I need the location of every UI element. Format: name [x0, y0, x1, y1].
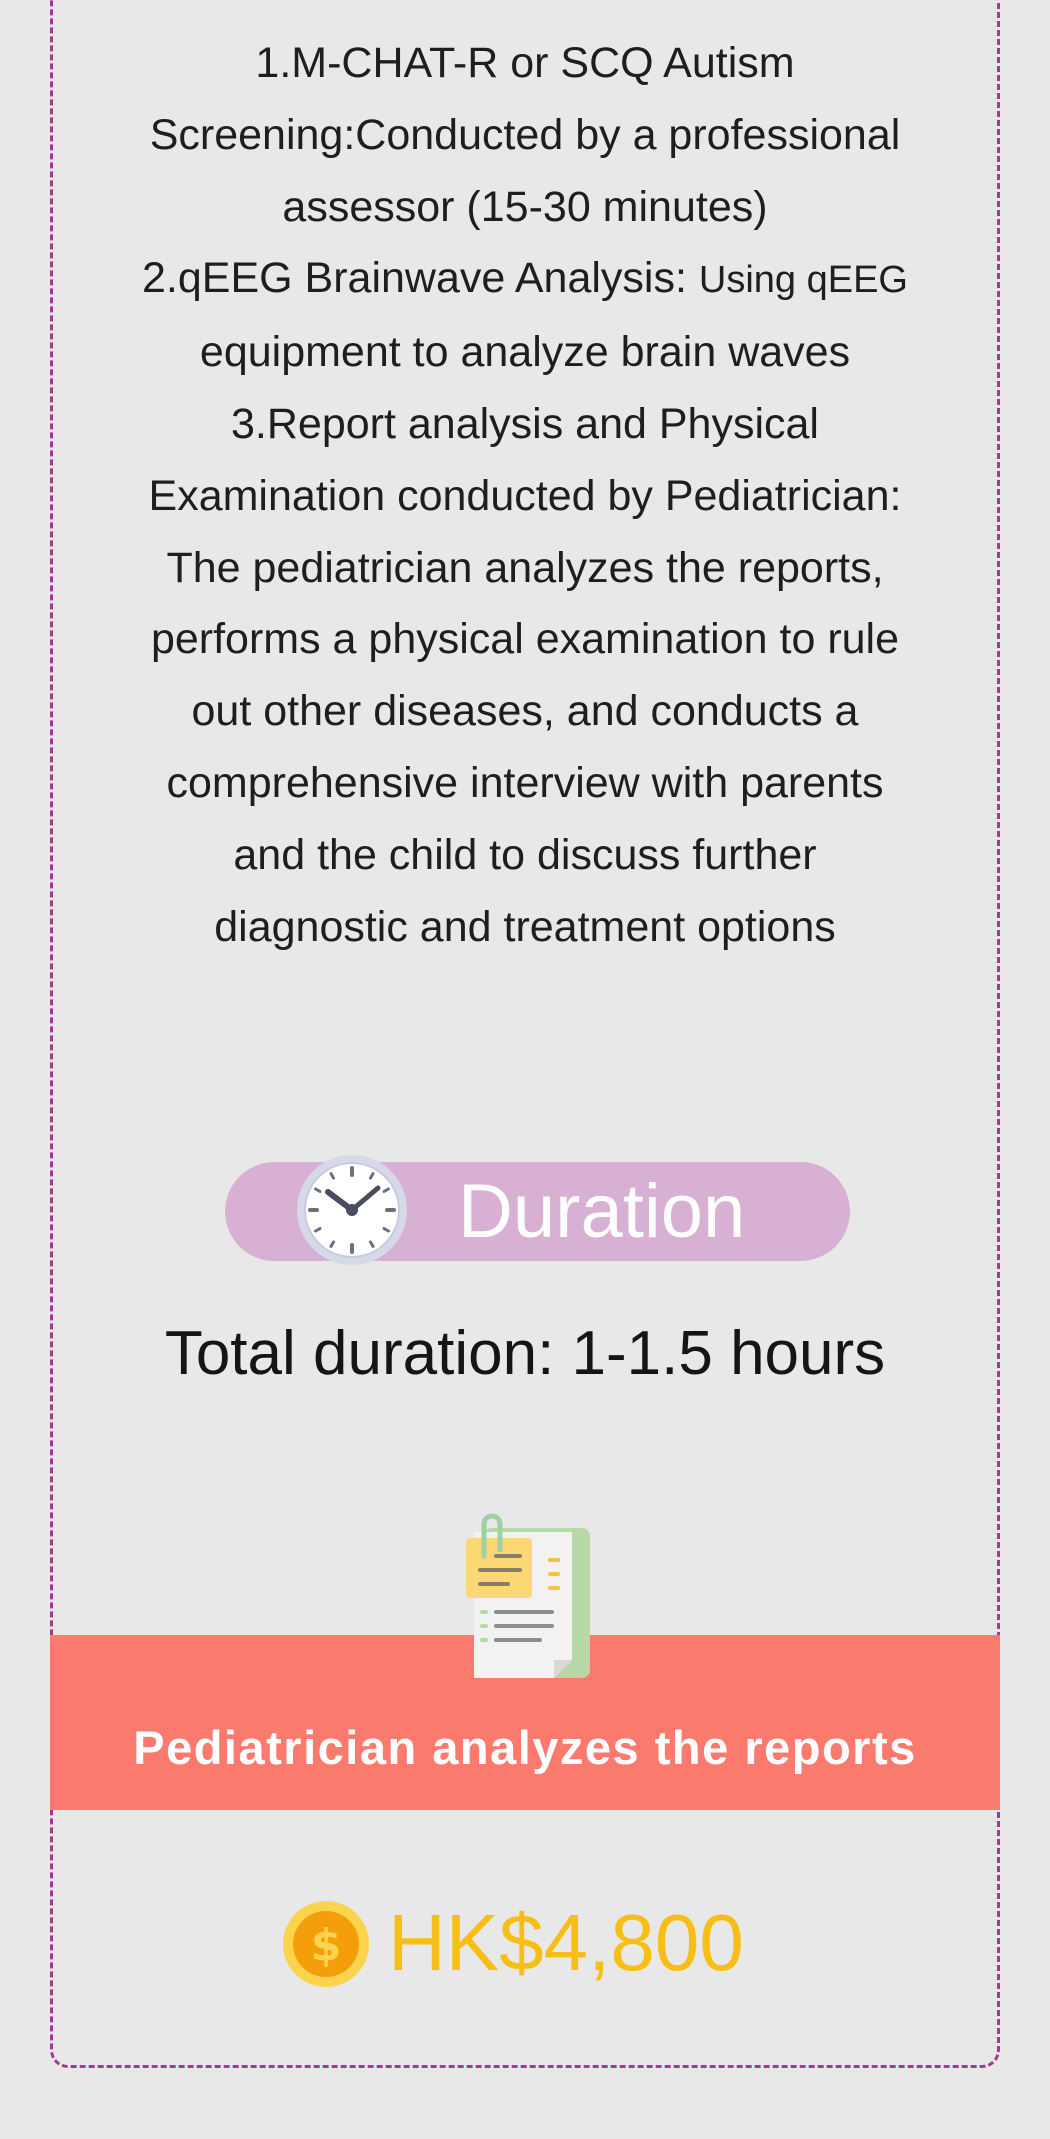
- price-value: HK$4,800: [388, 1898, 744, 1987]
- step-3-line-4: performs a physical examination to rule: [150, 615, 900, 664]
- step-3-line-8: diagnostic and treatment options: [214, 902, 836, 951]
- step-3-line-3: The pediatrician analyzes the reports,: [166, 543, 884, 592]
- report-document-icon: [460, 1510, 600, 1685]
- step-1-line-3: assessor (15-30 minutes): [282, 182, 768, 231]
- clock-icon: [294, 1152, 410, 1268]
- step-3-line-2: Examination conducted by Pediatrician:: [148, 471, 902, 520]
- assessment-steps: [100, 28, 950, 963]
- svg-text:$: $: [310, 1920, 342, 1971]
- step-1-line-2: Screening:Conducted by a professional: [149, 110, 901, 159]
- dollar-coin-icon: [282, 1900, 370, 1988]
- step-3-line-6: comprehensive interview with parents: [166, 758, 884, 807]
- step-3-line-1: 3.Report analysis and Physical: [231, 399, 819, 448]
- step-3-line-5: out other diseases, and conducts a: [191, 687, 859, 736]
- step-2-line-1: [100, 243, 950, 317]
- step-2-detail: Using qEEG: [698, 259, 908, 302]
- duration-title: Duration: [458, 1169, 746, 1254]
- step-2-title: 2.qEEG Brainwave Analysis:: [142, 254, 699, 303]
- total-duration-text: Total duration: 1-1.5 hours: [164, 1319, 886, 1388]
- step-3-line-7: and the child to discuss further: [233, 830, 817, 879]
- report-banner-label: Pediatrician analyzes the reports: [133, 1721, 917, 1774]
- step-1-line-1: 1.M-CHAT-R or SCQ Autism: [255, 39, 795, 87]
- step-2-line-2: equipment to analyze brain waves: [199, 328, 851, 377]
